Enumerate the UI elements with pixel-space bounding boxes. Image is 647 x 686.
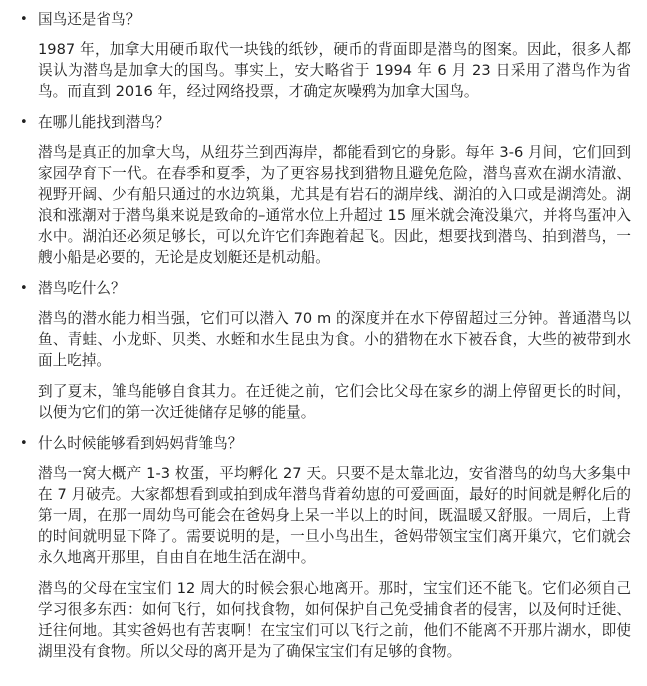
paragraph: 潜鸟一窝大概产 1-3 枚蛋，平均孵化 27 天。只要不是太靠北边，安省潜鸟的幼鸟大多集中在 7 月破壳。大家都想看到或拍到成年潜鸟背着幼崽的可爱画面，最好的时间就是孵化后的第一周，在那一周幼鸟可能会在爸妈身上呆一半以上的时间，既温暖又舒服。一周后，上背的时间就明显下降了。需要说明的是，一旦小鸟出生，爸妈带领宝宝们离开巢穴，它们就会永久地离开那里，自由自在地生活在湖中。 bbox=[38, 465, 631, 566]
bullet-icon: • bbox=[20, 115, 28, 130]
paragraph: 潜鸟的父母在宝宝们 12 周大的时候会狠心地离开。那时，宝宝们还不能飞。它们必须自己学习很多东西：如何飞行，如何找食物，如何保护自己免受捕食者的侵害，以及何时迁徙、迁往何地。其实爸妈也有苦衷啊！在宝宝们可以飞行之前，他们不能离不开那片湖水，即使湖里没有食物。所以父母的离开是为了确保宝宝们有足够的食物。 bbox=[38, 580, 631, 660]
section-heading-row bbox=[20, 9, 631, 30]
section-heading: 在哪儿能找到潜鸟？ bbox=[38, 114, 170, 131]
section-heading-row bbox=[20, 278, 631, 299]
section-heading: 国鸟还是省鸟？ bbox=[38, 11, 141, 28]
bullet-icon: • bbox=[20, 12, 28, 27]
paragraph: 潜鸟的潜水能力相当强，它们可以潜入 70 m 的深度并在水下停留超过三分钟。普通潜鸟以鱼、青蛙、小龙虾、贝类、水蛭和水生昆虫为食。小的猎物在水下被吞食，大些的被带到水面上吃掉。 bbox=[38, 310, 631, 369]
paragraph: 1987 年，加拿大用硬币取代一块钱的纸钞，硬币的背面即是潜鸟的图案。因此，很多人都误认为潜鸟是加拿大的国鸟。事实上，安大略省于 1994 年 6 月 23 日采用了潜鸟作为省鸟。而直到 2016 年，经过网络投票，才确定灰噪鸦为加拿大国鸟。 bbox=[38, 41, 631, 100]
section-where-to-find-loons bbox=[20, 112, 631, 268]
section-heading-row bbox=[20, 433, 631, 454]
section-what-loons-eat bbox=[20, 278, 631, 423]
section-national-or-provincial-bird bbox=[20, 9, 631, 102]
paragraph: 到了夏末，雏鸟能够自食其力。在迁徙之前，它们会比父母在家乡的湖上停留更长的时间，以便为它们的第一次迁徙储存足够的能量。 bbox=[38, 383, 631, 421]
bullet-icon: • bbox=[20, 281, 28, 296]
section-when-to-see-chicks-on-back bbox=[20, 433, 631, 662]
section-heading: 潜鸟吃什么？ bbox=[38, 280, 126, 297]
section-heading: 什么时候能够看到妈妈背雏鸟？ bbox=[38, 435, 243, 452]
section-heading-row bbox=[20, 112, 631, 133]
bullet-icon: • bbox=[20, 436, 28, 451]
paragraph: 潜鸟是真正的加拿大鸟，从纽芬兰到西海岸，都能看到它的身影。每年 3-6 月间，它们回到家园孕育下一代。在春季和夏季，为了更容易找到猎物且避免危险，潜鸟喜欢在湖水清澈、视野开阔、少有船只通过的水边筑巢，尤其是有岩石的湖岸线、湖泊的入口或是湖湾处。湖浪和涨潮对于潜鸟巢来说是致命的–通常水位上升超过 15 厘米就会淹没巢穴，并将鸟蛋冲入水中。湖泊还必须足够长，可以允许它们奔跑着起飞。因此，想要找到潜鸟、拍到潜鸟，一艘小船是必要的，无论是皮划艇还是机动船。 bbox=[38, 144, 631, 266]
